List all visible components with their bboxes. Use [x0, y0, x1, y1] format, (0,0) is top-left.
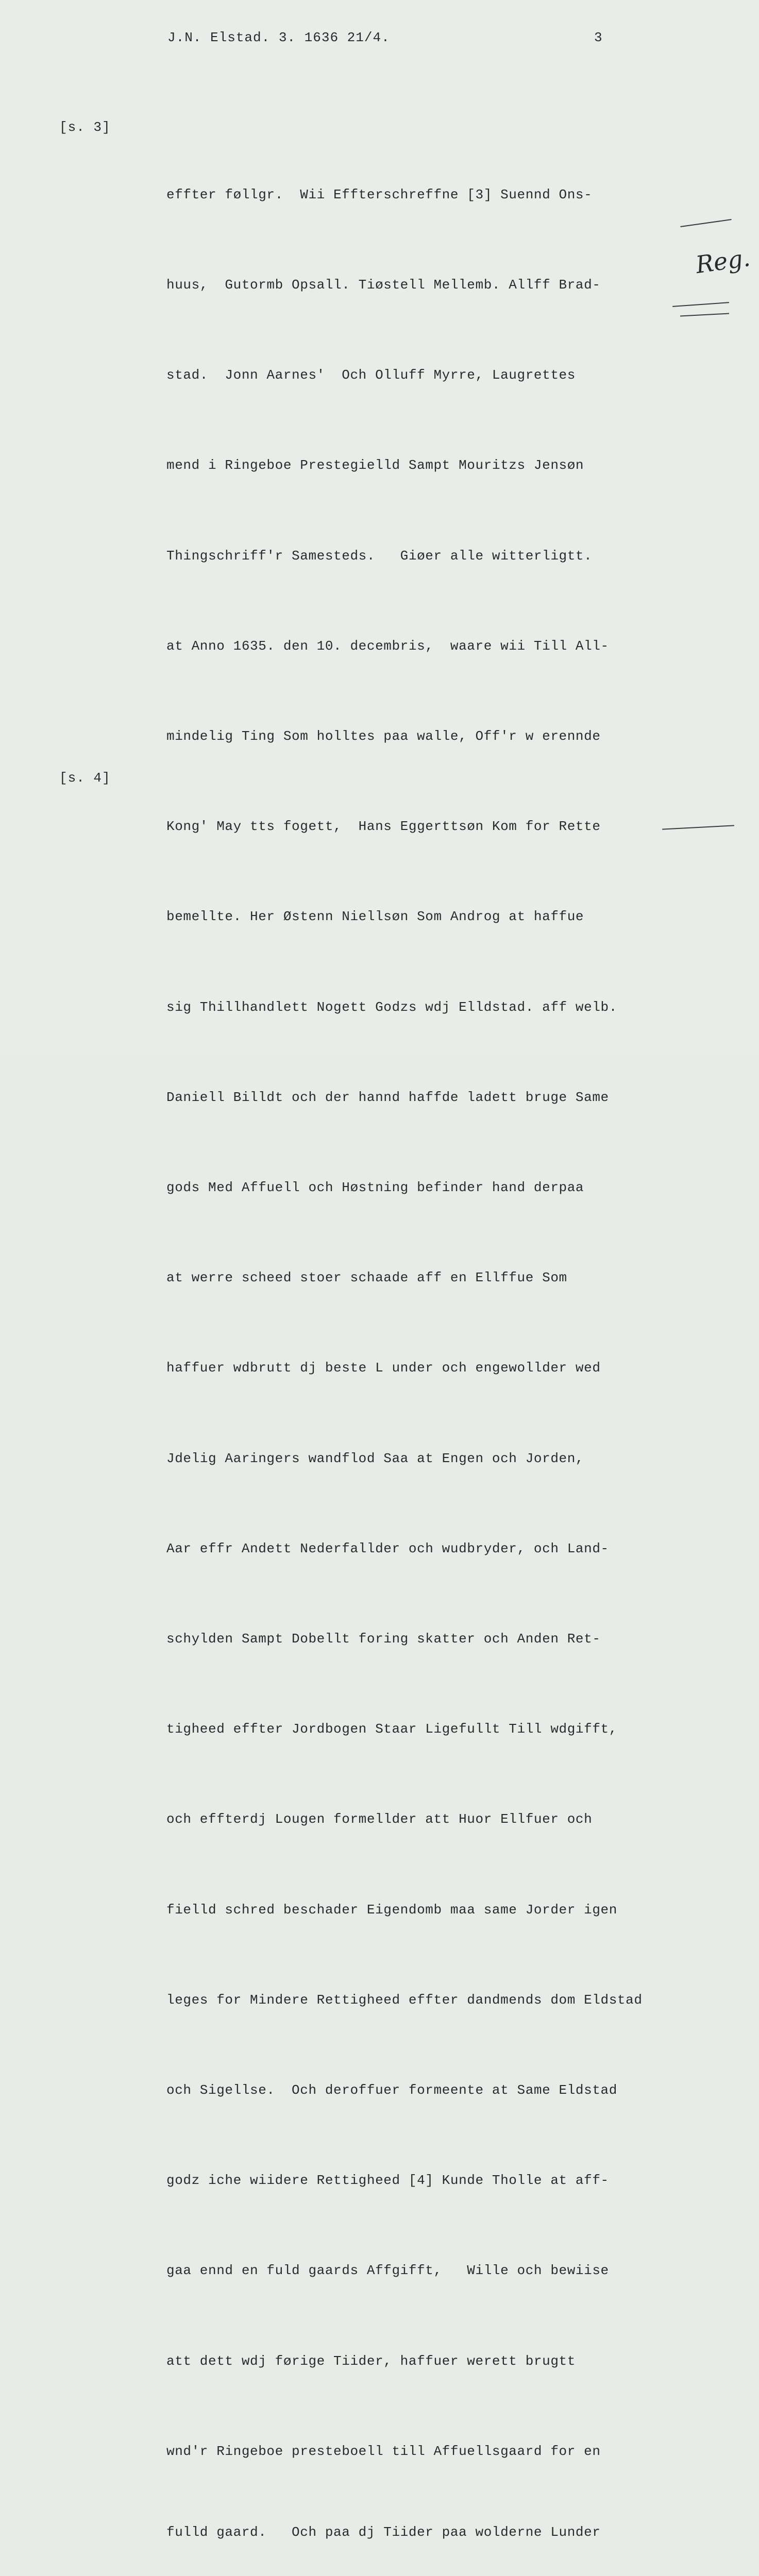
text-line: fielld schred beschader Eigendomb maa same Jorder igen	[166, 1902, 617, 1918]
transcription-body	[166, 120, 692, 2576]
text-line: stad. Jonn Aarnes' Och Olluff Myrre, Laugrettes	[166, 367, 576, 383]
text-line: gods Med Affuell och Høstning befinder hand derpaa	[166, 1180, 584, 1196]
page-marker-s3: [s. 3]	[59, 120, 111, 135]
text-line: Jdelig Aaringers wandflod Saa at Engen och Jorden,	[166, 1450, 584, 1466]
text-line: godz iche wiidere Rettigheed [4] Kunde Tholle at aff-	[166, 2173, 609, 2189]
text-line: bemellte. Her Østenn Niellsøn Som Androg at haffue	[166, 909, 584, 925]
text-line: sig Thillhandlett Nogett Godzs wdj Elldstad. aff welb.	[166, 999, 617, 1015]
text-line: och effterdj Lougen formellder att Huor Ellfuer och	[166, 1811, 593, 1827]
text-line: Daniell Billdt och der hannd haffde ladett bruge Same	[166, 1089, 609, 1105]
text-line: schylden Sampt Dobellt foring skatter och Anden Ret-	[166, 1631, 601, 1647]
page-number: 3	[594, 30, 602, 45]
text-line: mend i Ringeboe Prestegielld Sampt Mouritzs Jensøn	[166, 457, 584, 473]
text-line: leges for Mindere Rettigheed effter dandmends dom Eldstad	[166, 1992, 643, 2008]
text-line: Aar effr Andett Nederfallder och wudbryder, och Land-	[166, 1540, 609, 1556]
margin-note: Reg.	[694, 243, 752, 279]
text-line: wnd'r Ringeboe presteboell till Affuellsgaard for en	[166, 2443, 601, 2459]
text-line: at Anno 1635. den 10. decembris, waare wii Till All-	[166, 638, 609, 654]
text-line: tigheed effter Jordbogen Staar Ligefullt Till wdgifft,	[166, 1721, 617, 1737]
text-line: Thingschriff'r Samesteds. Giøer alle witterligtt.	[166, 548, 593, 564]
page-header-title: J.N. Elstad. 3. 1636 21/4.	[167, 30, 390, 45]
text-line: Kong' May tts fogett, Hans Eggerttsøn Kom for Rette	[166, 819, 601, 835]
text-line: att dett wdj førige Tiider, haffuer werett brugtt	[166, 2353, 576, 2369]
text-line: effter føllgr. Wii Effterschreffne [3] Suennd Ons-	[166, 187, 593, 202]
text-line: gaa ennd en fuld gaards Affgifft, Wille och bewiise	[166, 2263, 609, 2279]
text-line: haffuer wdbrutt dj beste L under och engewollder wed	[166, 1360, 601, 1376]
text-line: och Sigellse. Och deroffuer formeente at Same Eldstad	[166, 2082, 617, 2098]
text-line: huus, Gutormb Opsall. Tiøstell Mellemb. Allff Brad-	[166, 277, 601, 293]
text-line: at werre scheed stoer schaade aff en Ellffue Som	[166, 1270, 567, 1286]
page-marker-s4: [s. 4]	[59, 770, 111, 786]
text-line: mindelig Ting Som holltes paa walle, Off'r w erennde	[166, 728, 601, 744]
text-line: fulld gaard. Och paa dj Tiider paa wolderne Lunder	[166, 2524, 601, 2540]
